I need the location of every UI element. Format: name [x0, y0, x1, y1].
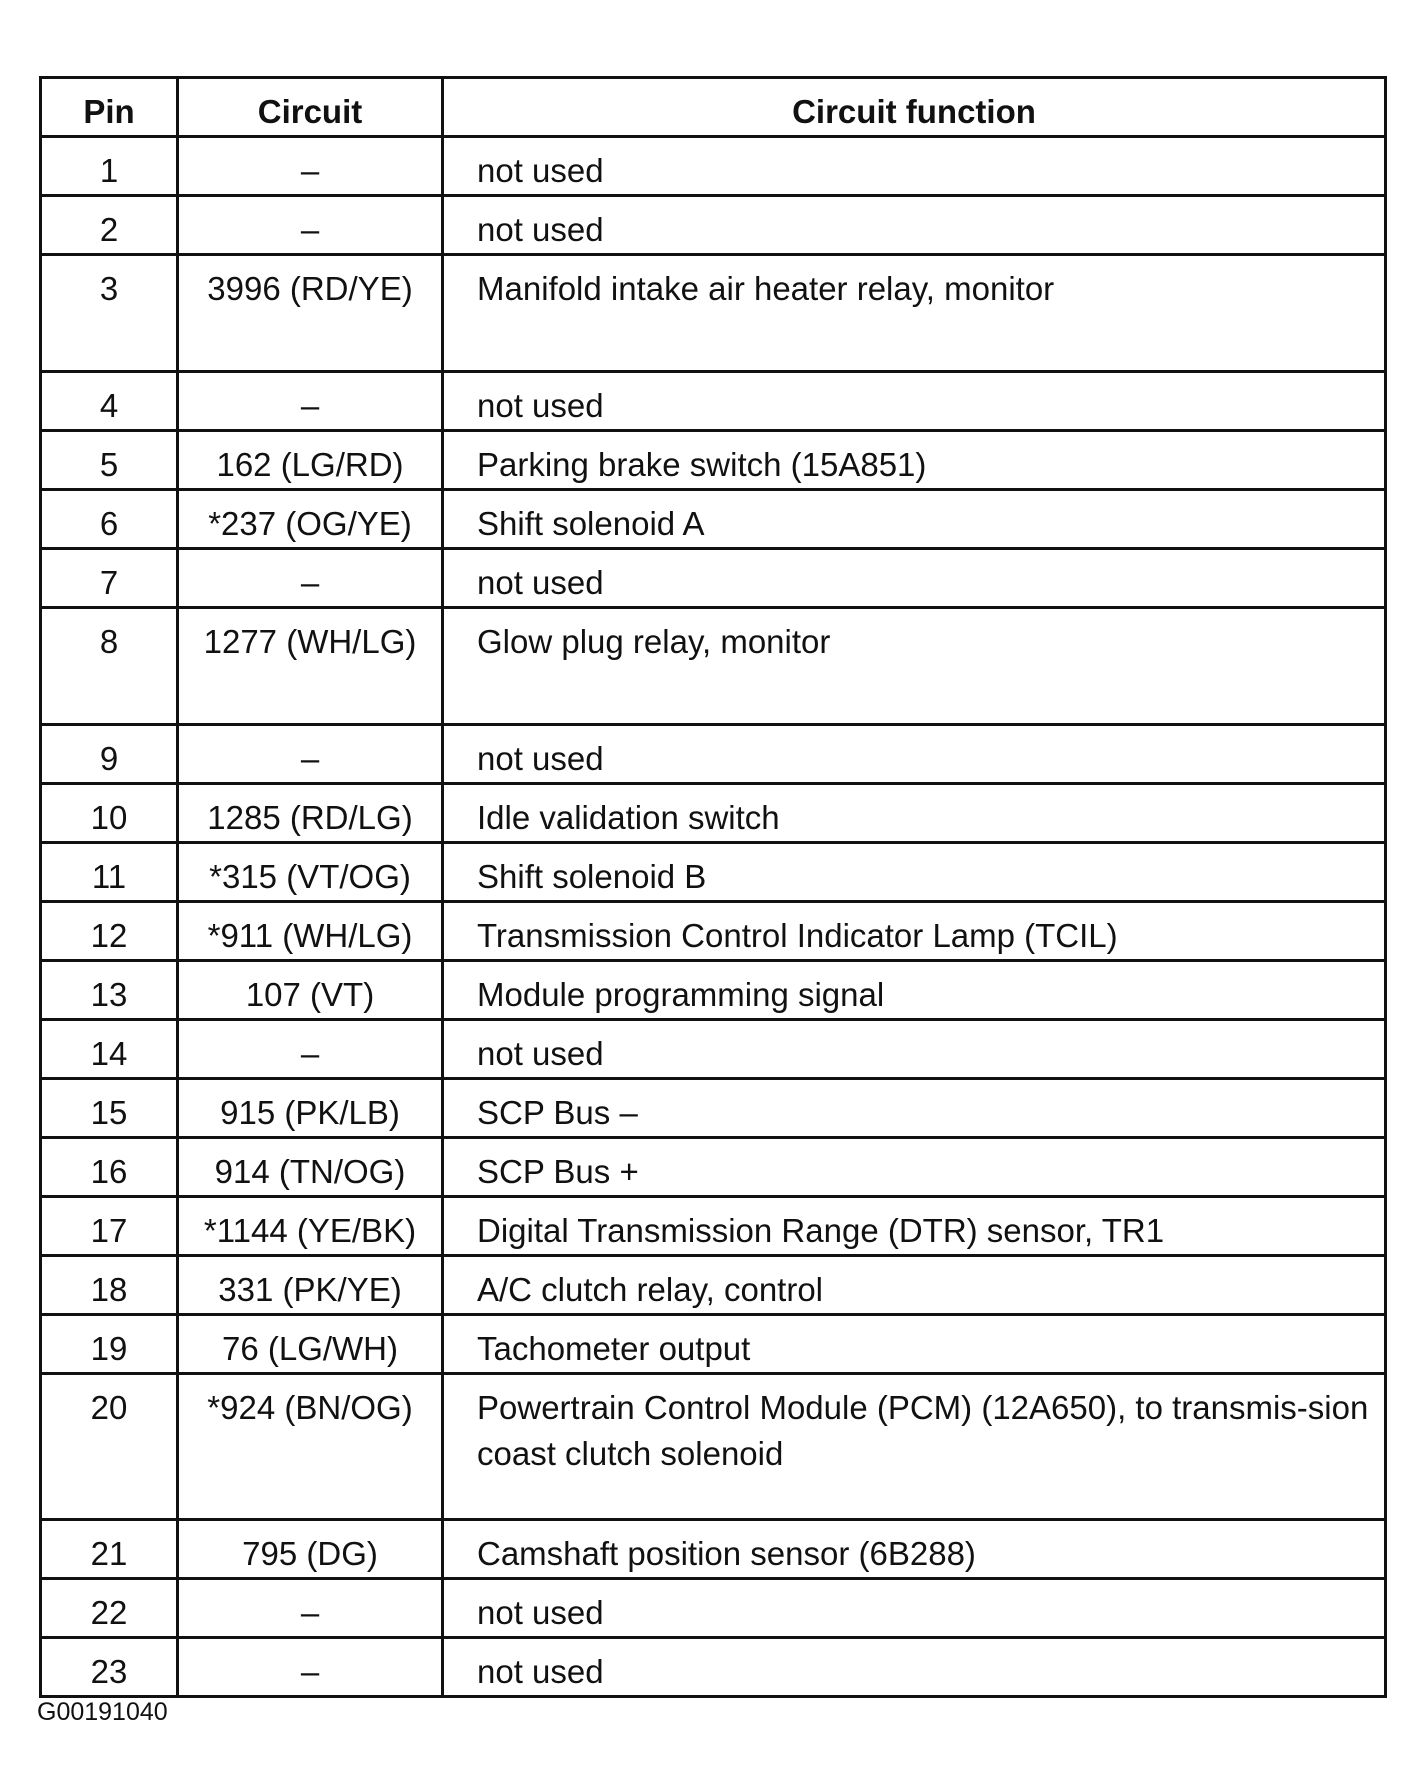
- function-cell: A/C clutch relay, control: [443, 1256, 1386, 1315]
- pin-cell: 21: [41, 1520, 178, 1579]
- table-row: [41, 1079, 1386, 1138]
- function-cell: not used: [443, 1638, 1386, 1697]
- function-cell: not used: [443, 725, 1386, 784]
- pin-cell: 10: [41, 784, 178, 843]
- pin-cell: 13: [41, 961, 178, 1020]
- function-cell: Tachometer output: [443, 1315, 1386, 1374]
- circuit-cell: –: [178, 725, 443, 784]
- pin-cell: 22: [41, 1579, 178, 1638]
- function-cell: Parking brake switch (15A851): [443, 431, 1386, 490]
- table-row: [41, 843, 1386, 902]
- table-row: [41, 549, 1386, 608]
- circuit-cell: *315 (VT/OG): [178, 843, 443, 902]
- table-row: [41, 1520, 1386, 1579]
- table-row: [41, 431, 1386, 490]
- circuit-cell: –: [178, 137, 443, 196]
- table-row: [41, 961, 1386, 1020]
- table-row: [41, 784, 1386, 843]
- pin-cell: 3: [41, 255, 178, 372]
- function-cell: Manifold intake air heater relay, monitor: [443, 255, 1386, 372]
- header-circuit-function: Circuit function: [443, 78, 1386, 137]
- function-cell: Transmission Control Indicator Lamp (TCIL): [443, 902, 1386, 961]
- circuit-cell: –: [178, 1020, 443, 1079]
- pin-cell: 11: [41, 843, 178, 902]
- figure-id-label: G00191040: [37, 1698, 168, 1726]
- pin-cell: 23: [41, 1638, 178, 1697]
- pin-cell: 16: [41, 1138, 178, 1197]
- table-row: [41, 1374, 1386, 1520]
- function-cell: not used: [443, 1579, 1386, 1638]
- table-row: [41, 608, 1386, 725]
- pin-cell: 17: [41, 1197, 178, 1256]
- circuit-cell: *237 (OG/YE): [178, 490, 443, 549]
- function-cell: not used: [443, 1020, 1386, 1079]
- function-cell: not used: [443, 137, 1386, 196]
- circuit-cell: –: [178, 1579, 443, 1638]
- circuit-cell: 915 (PK/LB): [178, 1079, 443, 1138]
- pin-cell: 4: [41, 372, 178, 431]
- circuit-cell: *924 (BN/OG): [178, 1374, 443, 1520]
- function-cell: Glow plug relay, monitor: [443, 608, 1386, 725]
- circuit-cell: 107 (VT): [178, 961, 443, 1020]
- pin-cell: 5: [41, 431, 178, 490]
- pin-cell: 1: [41, 137, 178, 196]
- pin-cell: 6: [41, 490, 178, 549]
- table-row: [41, 1256, 1386, 1315]
- function-cell: Module programming signal: [443, 961, 1386, 1020]
- pin-cell: 9: [41, 725, 178, 784]
- table-row: [41, 1638, 1386, 1697]
- table-row: [41, 1020, 1386, 1079]
- function-cell: not used: [443, 549, 1386, 608]
- function-cell: Shift solenoid A: [443, 490, 1386, 549]
- function-cell: Camshaft position sensor (6B288): [443, 1520, 1386, 1579]
- circuit-cell: –: [178, 549, 443, 608]
- circuit-cell: 3996 (RD/YE): [178, 255, 443, 372]
- table-header-row: [41, 78, 1386, 137]
- pin-cell: 14: [41, 1020, 178, 1079]
- table-row: [41, 255, 1386, 372]
- function-cell: Shift solenoid B: [443, 843, 1386, 902]
- circuit-cell: 331 (PK/YE): [178, 1256, 443, 1315]
- table-row: [41, 725, 1386, 784]
- table-row: [41, 1579, 1386, 1638]
- pin-cell: 19: [41, 1315, 178, 1374]
- circuit-cell: 1285 (RD/LG): [178, 784, 443, 843]
- table-row: [41, 137, 1386, 196]
- circuit-cell: *1144 (YE/BK): [178, 1197, 443, 1256]
- table-row: [41, 196, 1386, 255]
- circuit-cell: *911 (WH/LG): [178, 902, 443, 961]
- table-row: [41, 1138, 1386, 1197]
- circuit-cell: 914 (TN/OG): [178, 1138, 443, 1197]
- table-row: [41, 1197, 1386, 1256]
- table-row: [41, 490, 1386, 549]
- circuit-cell: –: [178, 196, 443, 255]
- circuit-cell: –: [178, 1638, 443, 1697]
- pin-cell: 12: [41, 902, 178, 961]
- function-cell: not used: [443, 196, 1386, 255]
- circuit-cell: 795 (DG): [178, 1520, 443, 1579]
- header-pin: Pin: [41, 78, 178, 137]
- circuit-cell: 162 (LG/RD): [178, 431, 443, 490]
- pin-cell: 15: [41, 1079, 178, 1138]
- circuit-cell: 1277 (WH/LG): [178, 608, 443, 725]
- pin-cell: 18: [41, 1256, 178, 1315]
- table-row: [41, 902, 1386, 961]
- pin-circuit-table: [39, 76, 1387, 1698]
- function-cell: not used: [443, 372, 1386, 431]
- pin-cell: 8: [41, 608, 178, 725]
- circuit-cell: –: [178, 372, 443, 431]
- function-cell: Idle validation switch: [443, 784, 1386, 843]
- function-cell: SCP Bus +: [443, 1138, 1386, 1197]
- circuit-cell: 76 (LG/WH): [178, 1315, 443, 1374]
- function-cell: SCP Bus –: [443, 1079, 1386, 1138]
- function-cell: Powertrain Control Module (PCM) (12A650), to transmis-sion coast clutch solenoid: [443, 1374, 1386, 1520]
- pin-cell: 2: [41, 196, 178, 255]
- table-row: [41, 1315, 1386, 1374]
- function-cell: Digital Transmission Range (DTR) sensor, TR1: [443, 1197, 1386, 1256]
- pin-cell: 20: [41, 1374, 178, 1520]
- header-circuit: Circuit: [178, 78, 443, 137]
- pin-cell: 7: [41, 549, 178, 608]
- table-row: [41, 372, 1386, 431]
